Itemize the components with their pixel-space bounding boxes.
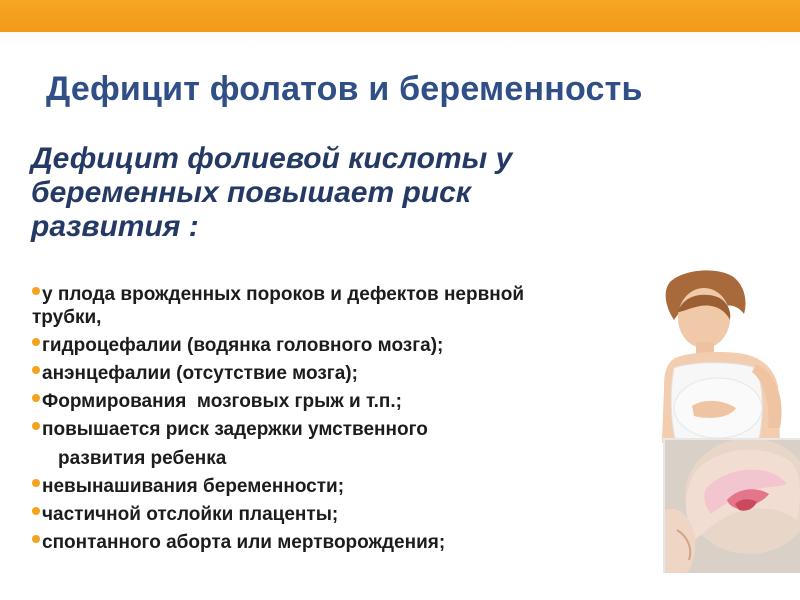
subtitle-line: Дефицит фолиевой кислоты у	[31, 142, 513, 175]
list-item-text-cont: трубки,	[32, 307, 102, 328]
list-item	[32, 531, 652, 554]
list-item	[32, 362, 652, 385]
list-item	[32, 475, 652, 498]
list-item-text: Формирования мозговых грыж и т.п.;	[42, 391, 402, 412]
top-accent-band	[0, 0, 800, 32]
list-item	[32, 503, 652, 526]
bullet-dot-icon	[32, 338, 40, 346]
fetal-brain-illustration	[663, 438, 800, 573]
bullet-dot-icon	[32, 507, 40, 515]
slide-title: Дефицит фолатов и беременность	[46, 70, 643, 108]
list-item-text: невынашивания беременности;	[42, 476, 345, 497]
list-item-text: частичной отслойки плаценты;	[42, 504, 339, 525]
list-item-text-cont: развития ребенка	[58, 448, 227, 469]
subtitle-line: развития :	[31, 210, 199, 243]
band-shadow	[0, 32, 800, 50]
subtitle-line: беременных повышает риск	[31, 176, 472, 209]
list-item-text: повышается риск задержки умственного	[42, 419, 428, 440]
list-item	[32, 390, 652, 413]
list-item	[32, 418, 652, 470]
slide-subtitle	[31, 142, 631, 244]
bullet-dot-icon	[32, 422, 40, 430]
list-item-text: анэнцефалии (отсутствие мозга);	[42, 363, 358, 384]
pregnant-woman-photo	[652, 268, 800, 443]
bullet-dot-icon	[32, 394, 40, 402]
bullet-dot-icon	[32, 535, 40, 543]
bullet-dot-icon	[32, 366, 40, 374]
bullet-dot-icon	[32, 287, 40, 295]
list-item-text: спонтанного аборта или мертворождения;	[42, 532, 446, 553]
bullet-dot-icon	[32, 479, 40, 487]
list-item-text: у плода врожденных пороков и дефектов нервной	[42, 284, 525, 305]
list-item	[32, 283, 652, 329]
risk-list	[32, 283, 652, 559]
list-item	[32, 334, 652, 357]
list-item-text: гидроцефалии (водянка головного мозга);	[42, 335, 444, 356]
